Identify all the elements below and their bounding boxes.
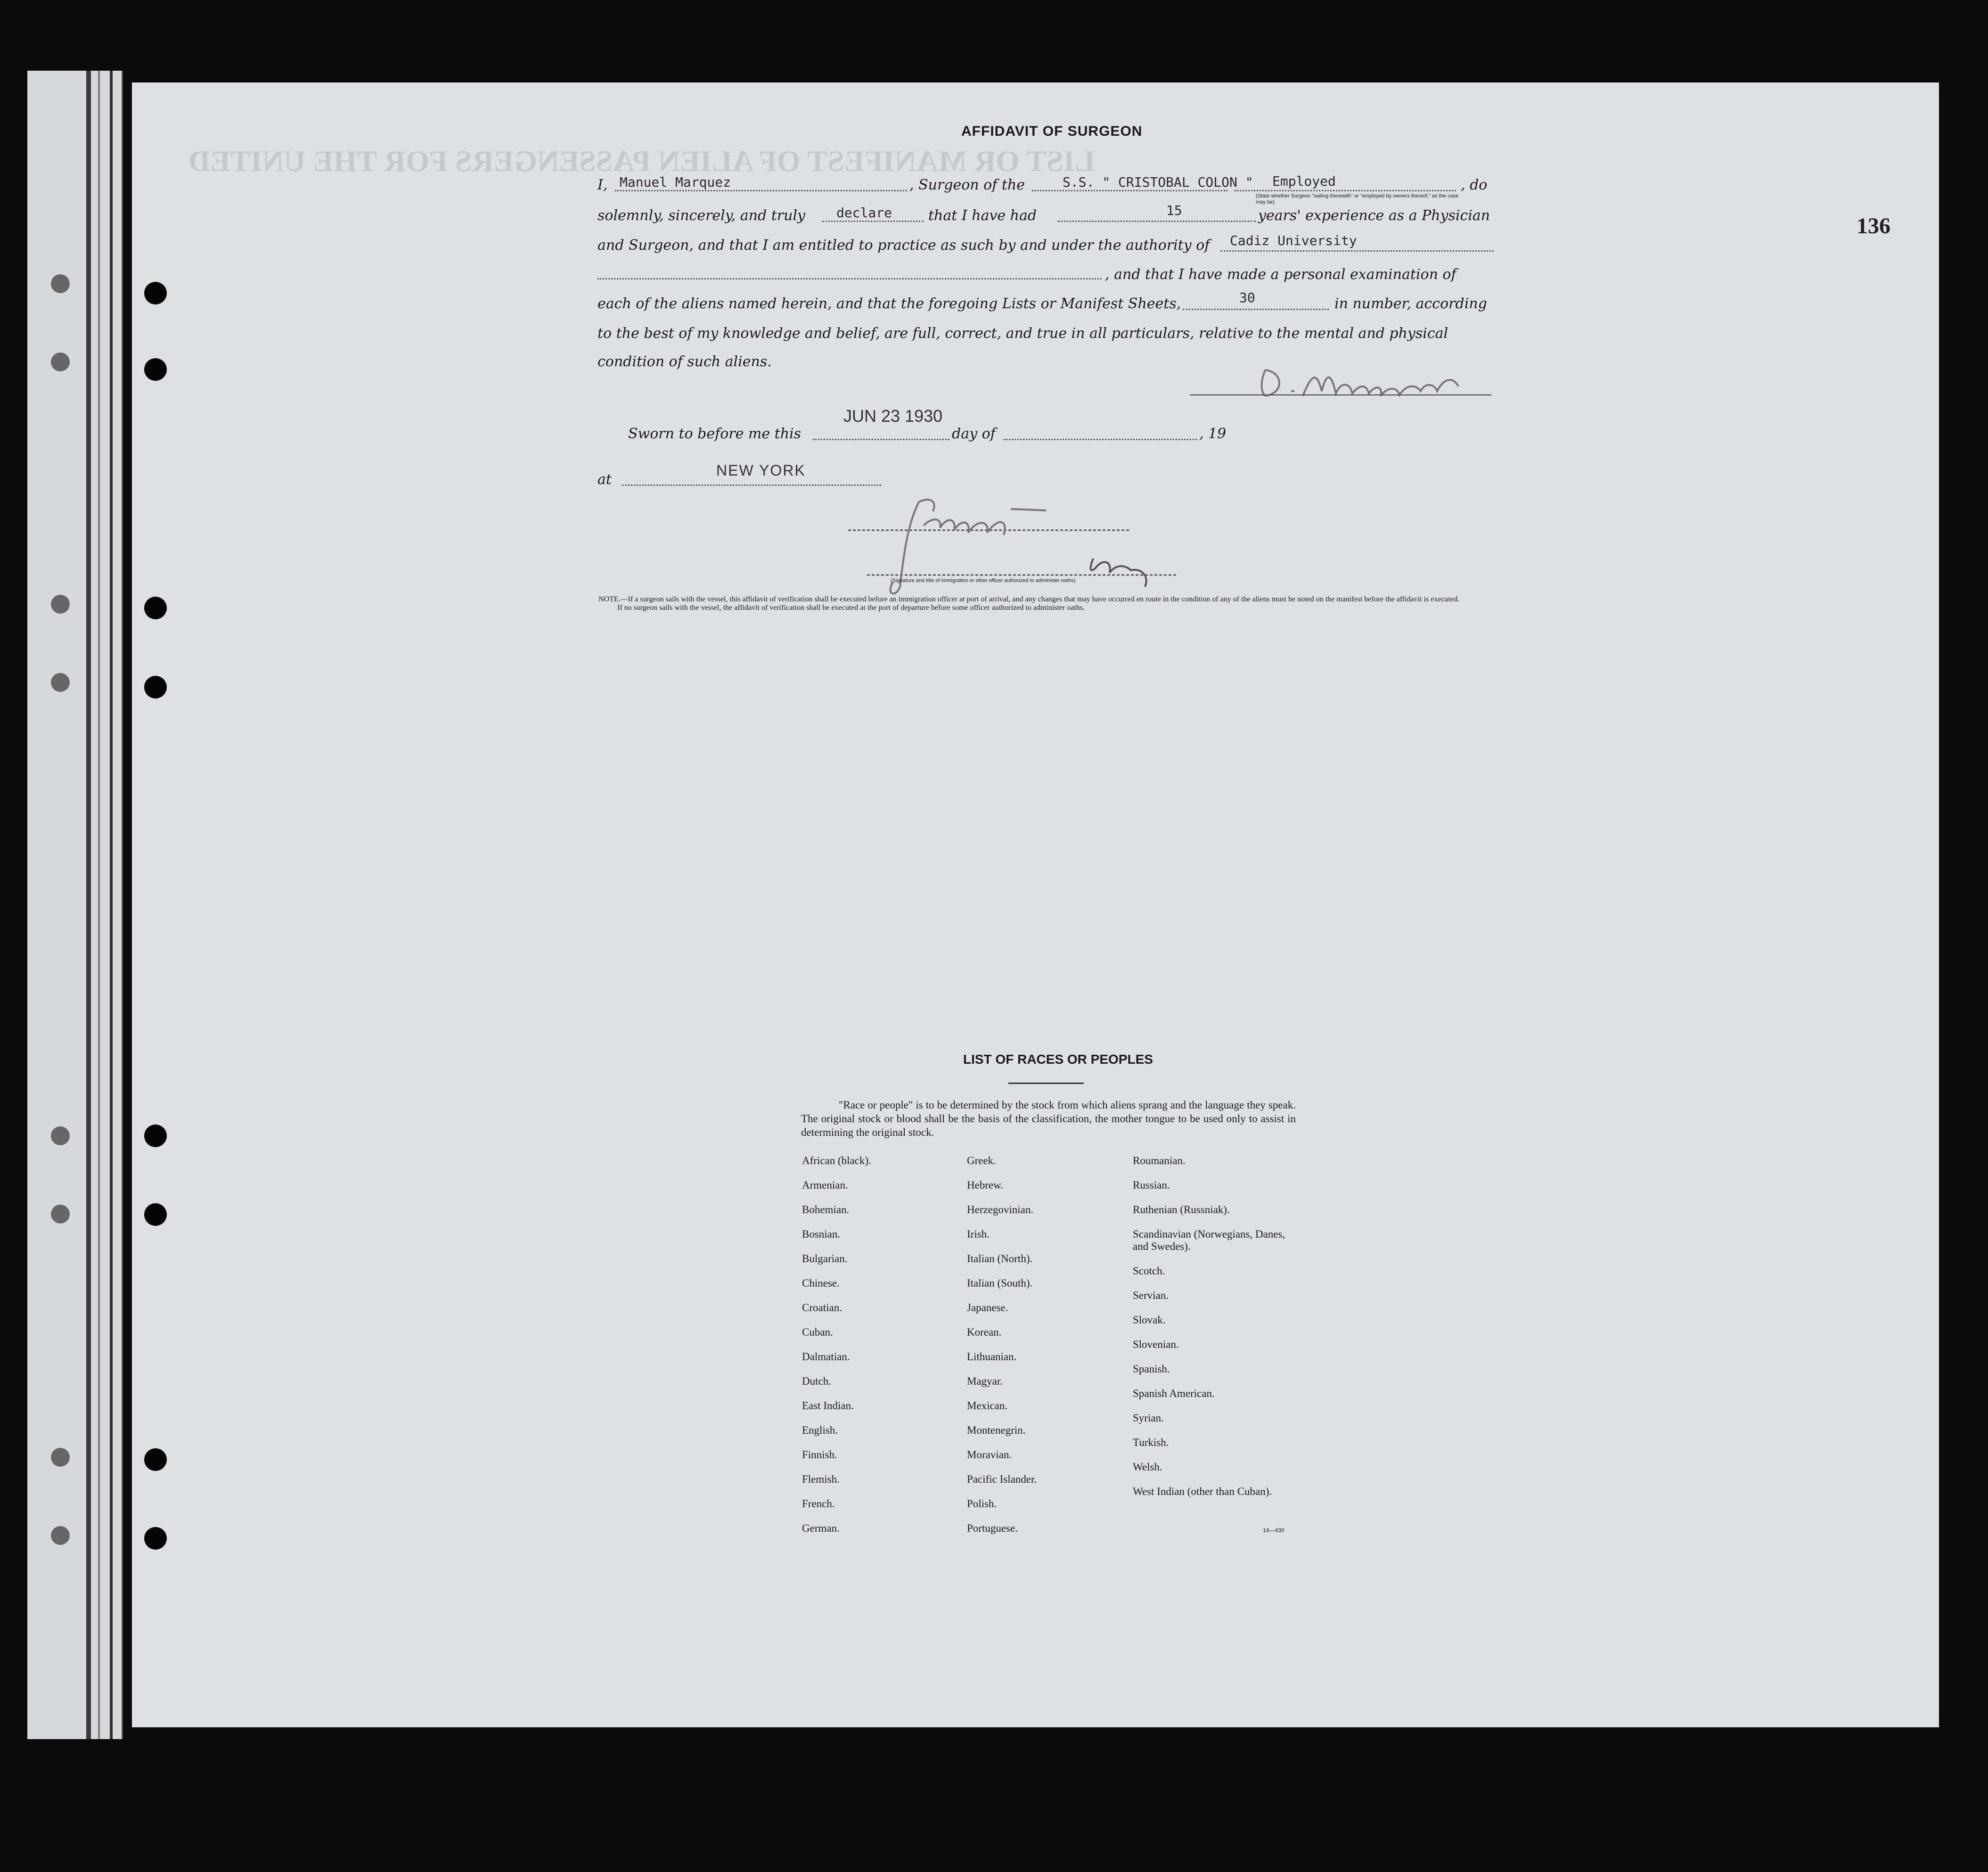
- punch-hole: [51, 274, 70, 293]
- race-item: Greek.: [967, 1155, 996, 1166]
- fill-line: [1058, 221, 1256, 222]
- affidavit-text: Sworn to before me this: [628, 426, 802, 442]
- fill-line: [597, 278, 1102, 279]
- surgeon-name: Manuel Marquez: [620, 174, 731, 190]
- races-column-1: [802, 1155, 871, 1547]
- race-item: Magyar.: [967, 1375, 1003, 1387]
- race-item: Bosnian.: [802, 1228, 841, 1240]
- race-item: Servian.: [1133, 1289, 1169, 1301]
- race-item: Japanese.: [967, 1302, 1008, 1314]
- authority-field: Cadiz University: [1230, 233, 1357, 248]
- page-number: 136: [1857, 213, 1890, 238]
- race-item: Montenegrin.: [967, 1424, 1026, 1436]
- affidavit-text: , do: [1461, 177, 1488, 193]
- fill-line: [822, 221, 924, 222]
- affidavit-text: condition of such aliens.: [597, 353, 772, 370]
- race-item: Dalmatian.: [802, 1351, 850, 1363]
- note-paragraph-2: If no surgeon sails with the vessel, the affidavit of verification shall be executed at the port of departure before some officer authorized to administer oaths.: [617, 604, 1085, 612]
- race-item: Spanish American.: [1133, 1388, 1215, 1399]
- race-item: Lithuanian.: [967, 1351, 1017, 1363]
- race-item: Scandinavian (Norwegians, Danes, and Swedes).: [1133, 1228, 1285, 1252]
- ship-name: S.S. " CRISTOBAL COLON ": [1063, 174, 1253, 190]
- affidavit-text: day of: [952, 426, 996, 442]
- races-column-3: [1133, 1155, 1293, 1522]
- fill-line: [1183, 309, 1329, 310]
- surgeon-signature: [1190, 363, 1496, 405]
- race-item: West Indian (other than Cuban).: [1133, 1486, 1272, 1497]
- punch-hole: [144, 597, 167, 619]
- race-item: Italian (South).: [967, 1277, 1033, 1289]
- race-item: Pacific Islander.: [967, 1473, 1037, 1485]
- form-number: 14—430: [1263, 1527, 1284, 1534]
- officer-signature: [848, 493, 1187, 601]
- punch-hole: [51, 1205, 70, 1223]
- employment-hint: (State whether Surgeon "sailing therewith" or "employed by owners thereof," as the case may be): [1256, 193, 1459, 205]
- bleed-through-heading: LIST OR MANIFEST OF ALIEN PASSENGERS FOR THE UNITED: [188, 144, 1096, 178]
- races-intro: "Race or people" is to be determined by the stock from which aliens sprang and the language they speak. The original stock or blood shall be the basis of the classification, the mother tongue to be used only to assist in determining the original stock.: [801, 1099, 1296, 1138]
- race-item: Armenian.: [802, 1179, 848, 1191]
- fill-line: [813, 439, 949, 440]
- race-item: Mexican.: [967, 1400, 1008, 1412]
- affidavit-title: AFFIDAVIT OF SURGEON: [961, 123, 1143, 139]
- race-item: Hebrew.: [967, 1179, 1004, 1191]
- races-column-2: [967, 1155, 1037, 1547]
- punch-hole: [51, 673, 70, 692]
- fill-line: [1220, 250, 1494, 252]
- race-item: Finnish.: [802, 1449, 837, 1461]
- affidavit-text: , Surgeon of the: [909, 177, 1025, 193]
- punch-hole: [144, 1527, 167, 1550]
- race-item: Polish.: [967, 1498, 997, 1510]
- affidavit-text: at: [597, 471, 612, 488]
- punch-hole: [51, 1126, 70, 1145]
- punch-hole: [51, 1526, 70, 1545]
- punch-hole: [144, 676, 167, 698]
- punch-hole: [51, 595, 70, 614]
- races-title: LIST OF RACES OR PEOPLES: [963, 1052, 1153, 1067]
- affidavit-text: solemnly, sincerely, and truly: [597, 207, 806, 224]
- race-item: Italian (North).: [967, 1253, 1033, 1264]
- affidavit-text: each of the aliens named herein, and that the foregoing Lists or Manifest Sheets,: [597, 296, 1181, 312]
- race-item: Welsh.: [1133, 1461, 1162, 1473]
- race-item: Slovenian.: [1133, 1338, 1179, 1350]
- race-item: Spanish.: [1133, 1363, 1170, 1375]
- punch-hole: [51, 353, 70, 371]
- race-item: Bulgarian.: [802, 1253, 848, 1264]
- affidavit-text: in number, according: [1334, 296, 1487, 312]
- binder-edge: [98, 71, 100, 1739]
- race-item: Bohemian.: [802, 1204, 850, 1215]
- race-item: Slovak.: [1133, 1314, 1166, 1326]
- race-item: Dutch.: [802, 1375, 831, 1387]
- binder-strip: [27, 71, 123, 1739]
- years-experience: 15: [1166, 203, 1182, 218]
- race-item: Croatian.: [802, 1302, 842, 1314]
- fill-line: [622, 484, 881, 486]
- officer-caption: (Signature and title of immigration or other officer authorized to administer oaths): [891, 578, 1076, 583]
- fill-line: [1235, 190, 1456, 191]
- race-item: Moravian.: [967, 1449, 1012, 1461]
- race-item: Chinese.: [802, 1277, 840, 1289]
- punch-hole: [144, 282, 167, 304]
- punch-hole: [144, 1125, 167, 1147]
- race-item: Ruthenian (Russniak).: [1133, 1204, 1230, 1215]
- affidavit-text: I,: [597, 177, 608, 193]
- affidavit-text: , and that I have made a personal examination of: [1105, 266, 1456, 283]
- punch-hole: [144, 1203, 167, 1226]
- race-item: Herzegovinian.: [967, 1204, 1034, 1215]
- employment-status: Employed: [1272, 173, 1336, 189]
- binder-edge: [110, 71, 113, 1739]
- race-item: Scotch.: [1133, 1265, 1165, 1277]
- manifest-sheets-count: 30: [1239, 290, 1255, 305]
- punch-hole: [144, 358, 167, 381]
- race-item: Portuguese.: [967, 1522, 1018, 1534]
- race-item: Korean.: [967, 1326, 1002, 1338]
- date-stamp: JUN 23 1930: [843, 406, 943, 426]
- affidavit-note: [598, 595, 1494, 612]
- title-rule: [1008, 1083, 1084, 1084]
- fill-line: [1032, 190, 1227, 191]
- race-item: Russian.: [1133, 1179, 1170, 1191]
- place-stamp: NEW YORK: [716, 462, 806, 479]
- affidavit-text: and Surgeon, and that I am entitled to practice as such by and under the authority of: [597, 237, 1210, 254]
- race-item: Turkish.: [1133, 1437, 1169, 1448]
- affidavit-text: to the best of my knowledge and belief, are full, correct, and true in all particulars, relative to the mental and physical: [597, 325, 1448, 342]
- race-item: Cuban.: [802, 1326, 833, 1338]
- race-item: Roumanian.: [1133, 1155, 1186, 1166]
- affidavit-text: , 19: [1199, 426, 1227, 442]
- fill-line: [1004, 439, 1197, 440]
- punch-hole: [51, 1448, 70, 1467]
- race-item: French.: [802, 1498, 835, 1510]
- race-item: Irish.: [967, 1228, 990, 1240]
- fill-line: [615, 190, 907, 191]
- race-item: Syrian.: [1133, 1412, 1164, 1424]
- affidavit-text: that I have had: [928, 207, 1037, 224]
- race-item: East Indian.: [802, 1400, 854, 1412]
- race-item: German.: [802, 1522, 840, 1534]
- race-item: African (black).: [802, 1155, 871, 1166]
- declare-field: declare: [836, 205, 892, 221]
- note-paragraph-1: NOTE.—If a surgeon sails with the vessel, this affidavit of verification shall be executed before an immigration officer at port of arrival, and any changes that may have occurred en route in the condition of any of the aliens must be noted on the manifest before the affidavit is executed.: [598, 595, 1460, 603]
- affidavit-text: years' experience as a Physician: [1258, 207, 1490, 224]
- punch-hole: [144, 1448, 167, 1471]
- race-item: English.: [802, 1424, 838, 1436]
- binder-edge: [86, 71, 91, 1739]
- race-item: Flemish.: [802, 1473, 840, 1485]
